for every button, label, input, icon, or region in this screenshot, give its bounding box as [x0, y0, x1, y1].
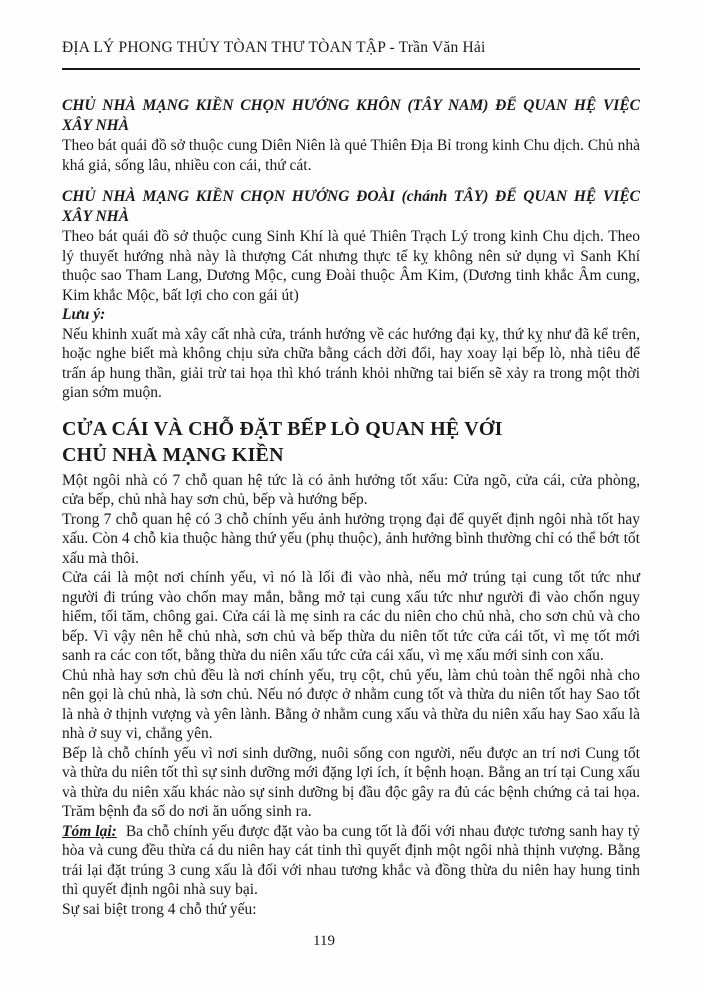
chapter-paragraph-3: Cửa cái là một nơi chính yếu, vì nó là lối đi vào nhà, nếu mở trúng tại cung tốt tức như người đi trúng vào chốn may mắn, bằng mở tại cung xấu tức như người đi vào chốn nguy hiểm, tối tăm, chông gai. Cửa cái là mẹ sinh ra các du niên cho chủ nhà, cho sơn chủ và cho bếp. Vì vậy nên hễ chủ nhà, sơn chủ và bếp thừa du niên tốt tức cửa cái tốt, vì mẹ tốt mới sanh ra các con tốt, bằng thừa du niên xấu tức cửa cái xấu, vì mẹ xấu mới sinh con xấu. — [62, 569, 640, 664]
chapter-paragraph-4: Chủ nhà hay sơn chủ đều là nơi chính yếu, trụ cột, chủ yếu, làm chủ toàn thể ngôi nhà cho nên gọi là chủ nhà, là sơn chủ. Nếu nó được ở nhằm cung tốt và thừa du niên tốt hay Sao tốt là nhà ở thịnh vượng và yên lành. Bằng ở nhằm cung xấu và thừa du niên xấu hay Sao xấu là nhà ở suy vi, chẳng yên. — [62, 666, 640, 742]
page-content — [62, 96, 640, 919]
summary-paragraph — [62, 822, 640, 900]
chapter-heading-line-2: CHỦ NHÀ MẠNG KIỀN — [62, 443, 284, 466]
chapter-paragraph-5: Bếp là chỗ chính yếu vì nơi sinh dưỡng, nuôi sống con người, nếu được an trí nơi Cung tốt và thừa du niên tốt thì sự sinh dưỡng mới đặng lợi ích, ít bệnh hoạn. Bằng an trí tại Cung xấu và thừa du niên xấu khác nào sự sinh dưỡng bị đầu độc gây ra đủ các bệnh chứng cả tai họa. Trăm bệnh đa số do nơi ăn uống sinh ra. — [62, 744, 641, 820]
header-divider — [62, 68, 640, 70]
closing-line: Sự sai biệt trong 4 chỗ thứ yếu: — [62, 900, 257, 918]
book-title: ĐỊA LÝ PHONG THỦY TÒAN THƯ TÒAN TẬP - Trần Văn Hải — [62, 39, 486, 56]
page-header — [62, 38, 640, 70]
note-body: Nếu khinh xuất mà xây cất nhà cửa, tránh hướng về các hướng đại kỵ, thứ kỵ như đã kể trên, hoặc nghe biết mà không chịu sửa chữa bằng cách dời đổi, hay xoay lại bếp lò, nhà tiêu để trấn áp hung thần, giải trừ tai họa thì khó tránh khỏi những tai biến sẽ xảy ra trong một thời gian sớm muộn. — [62, 325, 640, 401]
section-heading-doai: CHỦ NHÀ MẠNG KIỀN CHỌN HƯỚNG ĐOÀI (chánh TÂY) ĐỂ QUAN HỆ VIỆC XÂY NHÀ — [62, 188, 640, 225]
section-body-doai: Theo bát quái đồ sở thuộc cung Sinh Khí là quẻ Thiên Trạch Lý trong kinh Chu dịch. Theo lý thuyết hướng nhà này là thượng Cát nhưng thực tế kỵ không nên sử dụng vì Sanh Khí thuộc sao Tham Lang, Dương Mộc, cung Đoài thuộc Âm Kim, (Dương tinh khắc Âm cung, Kim khắc Mộc, bất lợi cho con gái út) — [62, 228, 640, 304]
section-body-khon: Theo bát quái đồ sở thuộc cung Diên Niên là quẻ Thiên Địa Bỉ trong kinh Chu dịch. Chủ nhà khá giả, sống lâu, nhiều con cái, thứ cát. — [62, 137, 640, 174]
section-heading-khon: CHỦ NHÀ MẠNG KIỀN CHỌN HƯỚNG KHÔN (TÂY NAM) ĐỂ QUAN HỆ VIỆC XÂY NHÀ — [62, 97, 640, 134]
chapter-paragraph-1: Một ngôi nhà có 7 chỗ quan hệ tức là có ảnh hưởng tốt xấu: Cửa ngõ, cửa cái, cửa phòng, cửa bếp, chủ nhà hay sơn chủ, bếp và hướng bếp. — [62, 471, 640, 508]
note-label: Lưu ý: — [62, 306, 106, 323]
chapter-heading-line-1: CỬA CÁI VÀ CHỖ ĐẶT BẾP LÒ QUAN HỆ VỚI — [62, 417, 503, 440]
chapter-paragraph-2: Trong 7 chỗ quan hệ có 3 chỗ chính yếu ảnh hưởng trọng đại để quyết định ngôi nhà tốt hay xấu. Còn 4 chỗ kia thuộc hàng thứ yếu (phụ thuộc), ảnh hưởng bình thường chỉ có thể bớt tốt xấu mà thôi. — [62, 510, 640, 567]
chapter-heading — [62, 416, 640, 468]
summary-label: Tóm lại: — [62, 822, 117, 840]
summary-text: Ba chỗ chính yếu được đặt vào ba cung tốt là đối với nhau được tương sanh hay tỷ hòa và cung đều thừa cá du niên hay cát tinh thì quyết định một ngôi nhà thịnh vượng. Bằng trái lại đặt trúng 3 cung xấu là đối với nhau tương khắc và đồng thừa du niên hay hung tinh thì quyết định ngôi nhà suy bại. — [62, 822, 640, 898]
page-number: 119 — [313, 933, 335, 949]
